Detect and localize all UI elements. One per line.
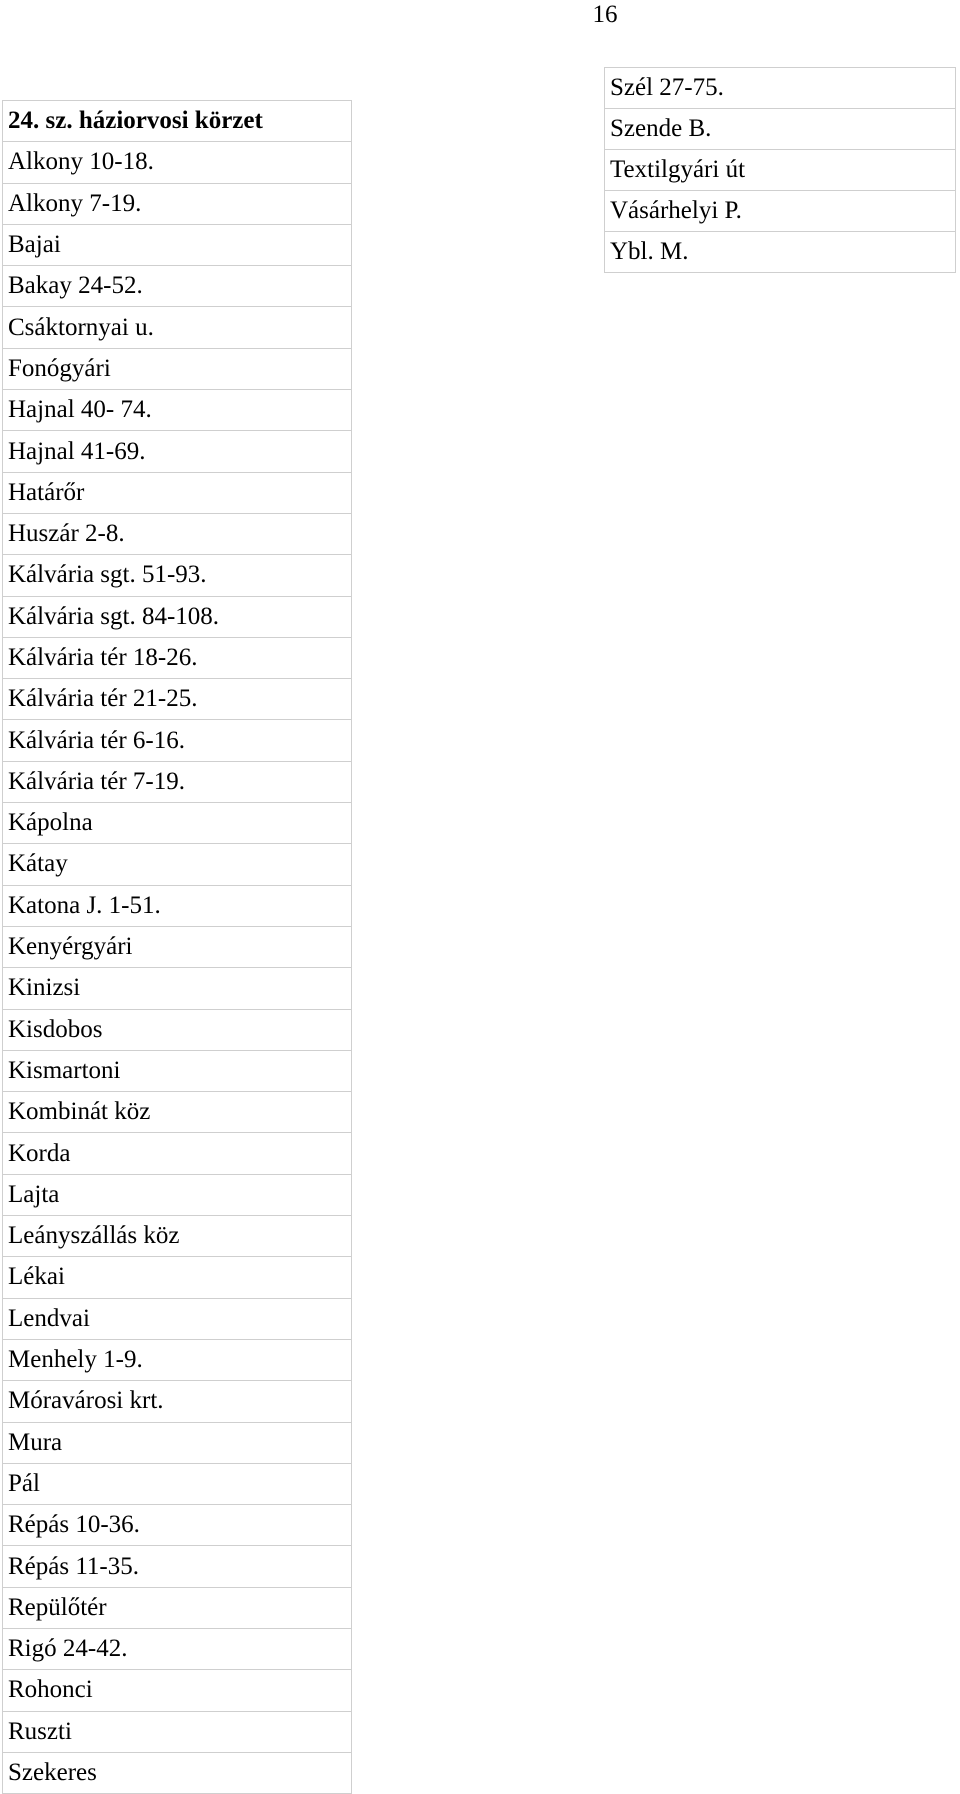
street-name: Répás 11-35. [3,1546,352,1587]
street-name: Kálvária tér 6-16. [3,720,352,761]
street-name: Katona J. 1-51. [3,885,352,926]
street-name: Fonógyári [3,348,352,389]
street-name: Kátay [3,844,352,885]
table-row [3,1298,352,1339]
district-header-row [3,101,352,142]
street-name: Szél 27-75. [605,68,956,109]
table-row [3,266,352,307]
table-row [3,679,352,720]
table-row [3,1174,352,1215]
table-row [3,1670,352,1711]
street-name: Hajnal 40- 74. [3,390,352,431]
table-row [3,803,352,844]
table-row [3,926,352,967]
table-row [3,844,352,885]
street-list-left-body [3,101,352,1794]
street-name: Lajta [3,1174,352,1215]
table-row [3,307,352,348]
street-name: Lékai [3,1257,352,1298]
table-row [3,1339,352,1380]
table-row [3,885,352,926]
table-row [3,720,352,761]
street-name: Leányszállás köz [3,1216,352,1257]
table-row [605,150,956,191]
table-row [3,1711,352,1752]
street-name: Kálvária sgt. 84-108. [3,596,352,637]
table-row [3,431,352,472]
street-name: Kisdobos [3,1009,352,1050]
street-name: Ybl. M. [605,232,956,273]
street-name: Hajnal 41-69. [3,431,352,472]
street-list-left [2,100,352,1794]
table-row [605,68,956,109]
table-row [3,183,352,224]
street-name: Kismartoni [3,1050,352,1091]
table-row [3,1546,352,1587]
table-row [3,1505,352,1546]
table-row [3,555,352,596]
table-row [3,513,352,554]
street-name: Korda [3,1133,352,1174]
table-row [3,1587,352,1628]
table-row [3,142,352,183]
table-row [3,761,352,802]
street-name: Lendvai [3,1298,352,1339]
street-name: Kálvária tér 18-26. [3,637,352,678]
street-name: Szende B. [605,109,956,150]
street-name: Pál [3,1463,352,1504]
street-name: Ruszti [3,1711,352,1752]
table-row [3,1216,352,1257]
table-row [3,348,352,389]
street-name: Textilgyári út [605,150,956,191]
street-name: Kápolna [3,803,352,844]
street-name: Alkony 7-19. [3,183,352,224]
street-name: Kombinát köz [3,1092,352,1133]
street-name: Határőr [3,472,352,513]
street-name: Kenyérgyári [3,926,352,967]
table-row [3,1752,352,1793]
district-title: 24. sz. háziorvosi körzet [3,101,352,142]
street-name: Szekeres [3,1752,352,1793]
street-name: Mura [3,1422,352,1463]
table-row [3,596,352,637]
table-row [605,191,956,232]
table-row [605,232,956,273]
street-name: Kálvária tér 7-19. [3,761,352,802]
street-name: Móravárosi krt. [3,1381,352,1422]
table-row [3,1009,352,1050]
street-list-right-body [605,68,956,273]
street-name: Vásárhelyi P. [605,191,956,232]
table-row [3,1050,352,1091]
table-row [3,1628,352,1669]
street-name: Huszár 2-8. [3,513,352,554]
table-row [3,1133,352,1174]
street-name: Menhely 1-9. [3,1339,352,1380]
table-row [3,1422,352,1463]
table-row [3,637,352,678]
street-name: Repülőtér [3,1587,352,1628]
table-row [3,224,352,265]
table-row [605,109,956,150]
table-row [3,968,352,1009]
street-list-right [604,67,956,273]
street-name: Kálvária sgt. 51-93. [3,555,352,596]
table-row [3,390,352,431]
table-row [3,1257,352,1298]
street-name: Kálvária tér 21-25. [3,679,352,720]
street-name: Rigó 24-42. [3,1628,352,1669]
street-name: Alkony 10-18. [3,142,352,183]
table-row [3,1381,352,1422]
street-name: Répás 10-36. [3,1505,352,1546]
table-row [3,1092,352,1133]
street-name: Kinizsi [3,968,352,1009]
page-number: 16 [592,1,618,28]
street-name: Rohonci [3,1670,352,1711]
street-name: Csáktornyai u. [3,307,352,348]
table-row [3,472,352,513]
table-row [3,1463,352,1504]
street-name: Bakay 24-52. [3,266,352,307]
street-name: Bajai [3,224,352,265]
